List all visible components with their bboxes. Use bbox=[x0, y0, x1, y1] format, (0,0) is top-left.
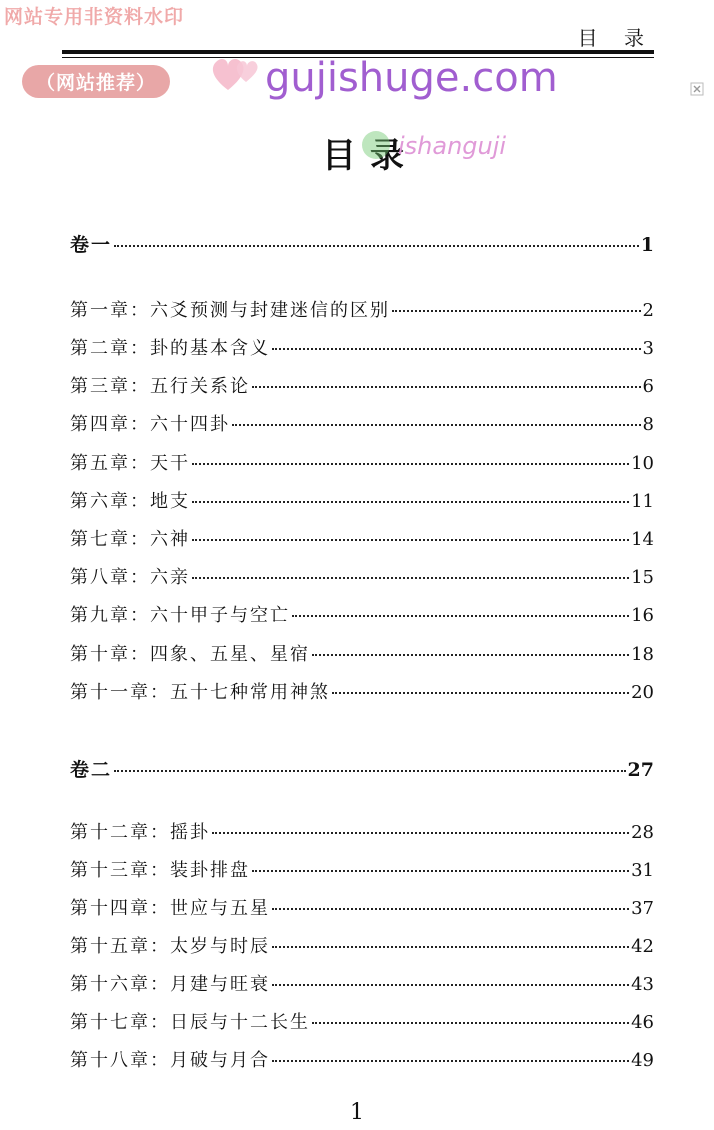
chapter-label: 第十四章：世应与五星 bbox=[70, 898, 270, 919]
chapter-label: 第二章：卦的基本含义 bbox=[70, 338, 270, 359]
chapter-label: 第十一章：五十七种常用神煞 bbox=[70, 682, 330, 703]
page-number: 6 bbox=[642, 376, 654, 397]
page-number: 2 bbox=[642, 300, 654, 321]
leader-dots bbox=[272, 908, 629, 910]
leader-dots bbox=[114, 770, 626, 772]
leader-dots bbox=[192, 501, 629, 503]
toc-volume-1[interactable] bbox=[70, 230, 654, 257]
page-number: 18 bbox=[631, 644, 654, 665]
chapter-label: 第十三章：装卦排盘 bbox=[70, 860, 250, 881]
page-number: 43 bbox=[631, 974, 654, 995]
logo-icon bbox=[362, 131, 390, 159]
page-footer-number: 1 bbox=[350, 1100, 364, 1125]
toc-chapter-14[interactable] bbox=[70, 894, 654, 920]
header-rule-thick bbox=[62, 50, 654, 54]
chapter-label: 第十章：四象、五星、星宿 bbox=[70, 644, 310, 665]
brand-watermark: ishanguji bbox=[398, 132, 507, 160]
toc-chapter-4[interactable] bbox=[70, 410, 654, 436]
leader-dots bbox=[114, 245, 639, 247]
leader-dots bbox=[232, 424, 641, 426]
chapter-label: 第八章：六亲 bbox=[70, 567, 190, 588]
chapter-label: 第十二章：摇卦 bbox=[70, 822, 210, 843]
page-number: 11 bbox=[631, 491, 654, 512]
chapter-label: 第五章：天干 bbox=[70, 453, 190, 474]
leader-dots bbox=[252, 386, 641, 388]
chapter-label: 第十七章：日辰与十二长生 bbox=[70, 1012, 310, 1033]
toc-chapter-1[interactable] bbox=[70, 296, 654, 322]
site-url[interactable]: gujishuge.com bbox=[265, 55, 558, 101]
running-header: 目 录 bbox=[577, 26, 654, 50]
toc-chapter-16[interactable] bbox=[70, 970, 654, 996]
leader-dots bbox=[252, 870, 629, 872]
page-number: 46 bbox=[631, 1012, 654, 1033]
toc-chapter-18[interactable] bbox=[70, 1046, 654, 1072]
toc-chapter-7[interactable] bbox=[70, 525, 654, 551]
toc-chapter-10[interactable] bbox=[70, 640, 654, 666]
promo-badge[interactable]: （网站推荐） bbox=[22, 65, 170, 98]
toc-title: 目录 bbox=[322, 136, 418, 176]
leader-dots bbox=[192, 577, 629, 579]
leader-dots bbox=[272, 984, 629, 986]
toc-chapter-2[interactable] bbox=[70, 334, 654, 360]
page-number: 14 bbox=[631, 529, 654, 550]
page-number: 16 bbox=[631, 605, 654, 626]
leader-dots bbox=[292, 615, 629, 617]
toc-volume-2[interactable] bbox=[70, 755, 654, 782]
page-number: 20 bbox=[631, 682, 654, 703]
leader-dots bbox=[312, 1022, 629, 1024]
page-number: 8 bbox=[642, 414, 654, 435]
page-number: 15 bbox=[631, 567, 654, 588]
page-number: 37 bbox=[631, 898, 654, 919]
toc-chapter-13[interactable] bbox=[70, 856, 654, 882]
volume-label: 卷一 bbox=[70, 234, 113, 256]
leader-dots bbox=[272, 1060, 629, 1062]
leader-dots bbox=[272, 348, 641, 350]
toc-chapter-5[interactable] bbox=[70, 449, 654, 475]
toc-chapter-12[interactable] bbox=[70, 818, 654, 844]
chapter-label: 第十六章：月建与旺衰 bbox=[70, 974, 270, 995]
chapter-label: 第六章：地支 bbox=[70, 491, 190, 512]
hearts-icon bbox=[208, 52, 262, 96]
toc-chapter-9[interactable] bbox=[70, 601, 654, 627]
page-number: 28 bbox=[631, 822, 654, 843]
toc-chapter-6[interactable] bbox=[70, 487, 654, 513]
page-number: 1 bbox=[640, 234, 654, 256]
page-number: 42 bbox=[631, 936, 654, 957]
page-number: 3 bbox=[642, 338, 654, 359]
leader-dots bbox=[272, 946, 629, 948]
leader-dots bbox=[212, 832, 629, 834]
leader-dots bbox=[192, 539, 629, 541]
toc-chapter-15[interactable] bbox=[70, 932, 654, 958]
toc-chapter-17[interactable] bbox=[70, 1008, 654, 1034]
chapter-label: 第三章：五行关系论 bbox=[70, 376, 250, 397]
leader-dots bbox=[192, 463, 629, 465]
leader-dots bbox=[312, 654, 629, 656]
close-icon[interactable] bbox=[690, 82, 704, 96]
page-number: 10 bbox=[631, 453, 654, 474]
chapter-label: 第十八章：月破与月合 bbox=[70, 1050, 270, 1071]
chapter-label: 第十五章：太岁与时辰 bbox=[70, 936, 270, 957]
toc-chapter-11[interactable] bbox=[70, 678, 654, 704]
watermark-text: 网站专用非资料水印 bbox=[4, 6, 185, 28]
chapter-label: 第七章：六神 bbox=[70, 529, 190, 550]
page-number: 27 bbox=[627, 759, 654, 781]
toc-chapter-8[interactable] bbox=[70, 563, 654, 589]
leader-dots bbox=[332, 692, 629, 694]
chapter-label: 第一章：六爻预测与封建迷信的区别 bbox=[70, 300, 390, 321]
toc-chapter-3[interactable] bbox=[70, 372, 654, 398]
volume-label: 卷二 bbox=[70, 759, 113, 781]
leader-dots bbox=[392, 310, 641, 312]
chapter-label: 第四章：六十四卦 bbox=[70, 414, 230, 435]
page-number: 49 bbox=[631, 1050, 654, 1071]
chapter-label: 第九章：六十甲子与空亡 bbox=[70, 605, 290, 626]
page-number: 31 bbox=[631, 860, 654, 881]
